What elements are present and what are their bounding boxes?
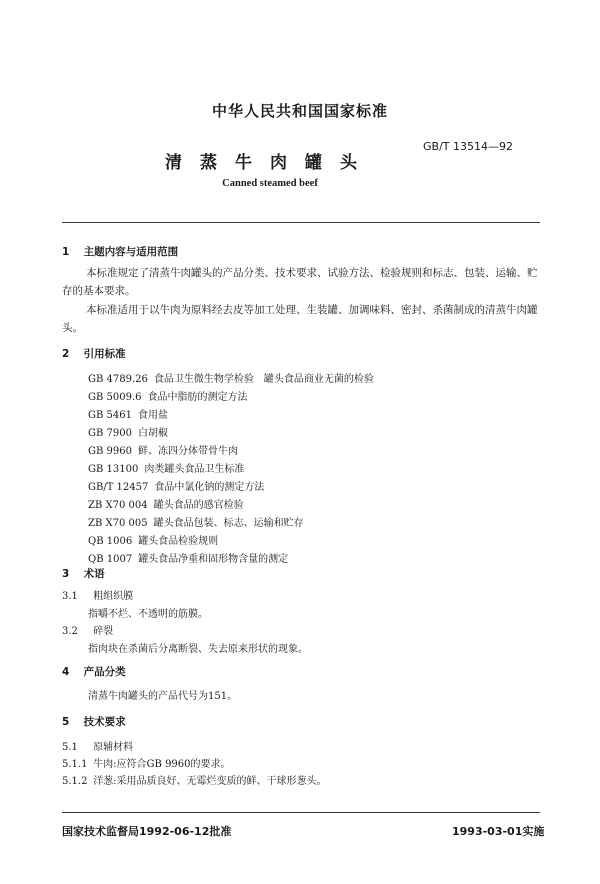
section-number: 4 <box>62 666 70 678</box>
reference-name: 食用盐 <box>137 410 168 421</box>
section-5-heading <box>62 714 126 729</box>
reference-code: GB 13100 <box>88 464 139 475</box>
reference-item <box>88 550 288 565</box>
reference-item <box>88 442 238 457</box>
term-name: 粗组织膜 <box>93 591 134 602</box>
reference-item <box>88 496 244 511</box>
reference-code: ZB X70 005 <box>88 518 148 529</box>
national-standard-heading: 中华人民共和国国家标准 <box>211 102 388 120</box>
subsection-number: 5.1 <box>62 742 78 753</box>
section-4-text: 清蒸牛肉罐头的产品代号为151。 <box>88 691 238 702</box>
reference-code: GB 4789.26 <box>88 374 148 385</box>
reference-code: QB 1006 <box>88 536 133 547</box>
term-name: 碎裂 <box>93 626 114 637</box>
reference-name: 食品卫生微生物学检验 罐头食品商业无菌的检验 <box>153 374 374 385</box>
reference-code: GB 9960 <box>88 446 132 457</box>
section-1-paragraph-2: 本标准适用于以牛肉为原料经去皮等加工处理、生装罐、加调味料、密封、杀菌制成的清蒸牛肉罐头。 <box>62 304 538 334</box>
reference-code: ZB X70 004 <box>88 500 148 511</box>
term-3-1-definition: 指嚼不烂、不透明的筋膜。 <box>88 609 208 620</box>
term-3-2 <box>62 622 113 637</box>
reference-item <box>88 478 264 493</box>
reference-name: 食品中脂肪的测定方法 <box>147 392 248 403</box>
reference-code: GB/T 12457 <box>88 482 149 493</box>
section-title: 技术要求 <box>83 716 126 728</box>
section-3-heading <box>62 566 105 581</box>
section-number: 5 <box>62 716 70 728</box>
implementation-date: 1993-03-01实施 <box>452 825 545 838</box>
reference-item <box>88 460 244 475</box>
section-1-paragraph-1: 本标准规定了清蒸牛肉罐头的产品分类、技术要求、试验方法、检验规则和标志、包装、运输、贮存的基本要求。 <box>62 267 538 297</box>
reference-item <box>88 514 304 529</box>
reference-name: 肉类罐头食品卫生标准 <box>144 464 245 475</box>
reference-name: 白胡椒 <box>137 428 168 439</box>
english-title: Canned steamed beef <box>222 178 318 189</box>
section-number: 2 <box>62 348 70 360</box>
section-title: 引用标准 <box>83 348 126 360</box>
section-number: 1 <box>62 246 70 258</box>
subsection-5-1-1 <box>62 755 231 770</box>
section-title: 主题内容与适用范围 <box>83 246 179 258</box>
subsection-number: 5.1.1 <box>62 759 88 770</box>
subsection-5-1 <box>62 738 133 753</box>
term-number: 3.2 <box>62 626 78 637</box>
reference-name: 罐头食品包装、标志、运输和贮存 <box>153 518 304 529</box>
reference-item <box>88 424 168 439</box>
reference-name: 食品中氯化钠的测定方法 <box>154 482 265 493</box>
subsection-text: 洋葱:采用品质良好、无霉烂变质的鲜、干球形葱头。 <box>93 776 327 787</box>
reference-item <box>88 388 248 403</box>
section-4-heading <box>62 664 126 679</box>
term-3-1 <box>62 587 133 602</box>
bottom-divider <box>62 812 540 813</box>
approval-date: 国家技术监督局1992-06-12批准 <box>62 825 232 838</box>
section-2-heading <box>62 346 126 361</box>
section-number: 3 <box>62 568 70 580</box>
reference-name: 罐头食品的感官检验 <box>153 500 244 511</box>
reference-code: GB 5009.6 <box>88 392 142 403</box>
reference-name: 鲜、冻四分体带骨牛肉 <box>137 446 238 457</box>
subsection-text: 牛肉:应符合GB 9960的要求。 <box>93 759 231 770</box>
reference-item <box>88 370 374 385</box>
standard-code: GB/T 13514—92 <box>423 140 513 153</box>
top-divider <box>62 222 540 223</box>
subsection-number: 5.1.2 <box>62 776 88 787</box>
reference-item <box>88 406 168 421</box>
reference-name: 罐头食品净重和固形物含量的测定 <box>138 554 289 565</box>
subsection-5-1-2 <box>62 772 327 787</box>
section-title: 术语 <box>83 568 105 580</box>
term-number: 3.1 <box>62 591 78 602</box>
reference-code: GB 7900 <box>88 428 132 439</box>
subsection-title: 原辅材料 <box>93 742 134 753</box>
document-title: 清蒸牛肉罐头 <box>165 153 375 173</box>
term-3-2-definition: 指肉块在杀菌后分离断裂、失去原来形状的现象。 <box>88 644 308 655</box>
reference-code: QB 1007 <box>88 554 133 565</box>
section-1-heading <box>62 244 178 259</box>
reference-item <box>88 532 218 547</box>
reference-code: GB 5461 <box>88 410 132 421</box>
section-title: 产品分类 <box>83 666 126 678</box>
reference-name: 罐头食品检验规则 <box>138 536 219 547</box>
